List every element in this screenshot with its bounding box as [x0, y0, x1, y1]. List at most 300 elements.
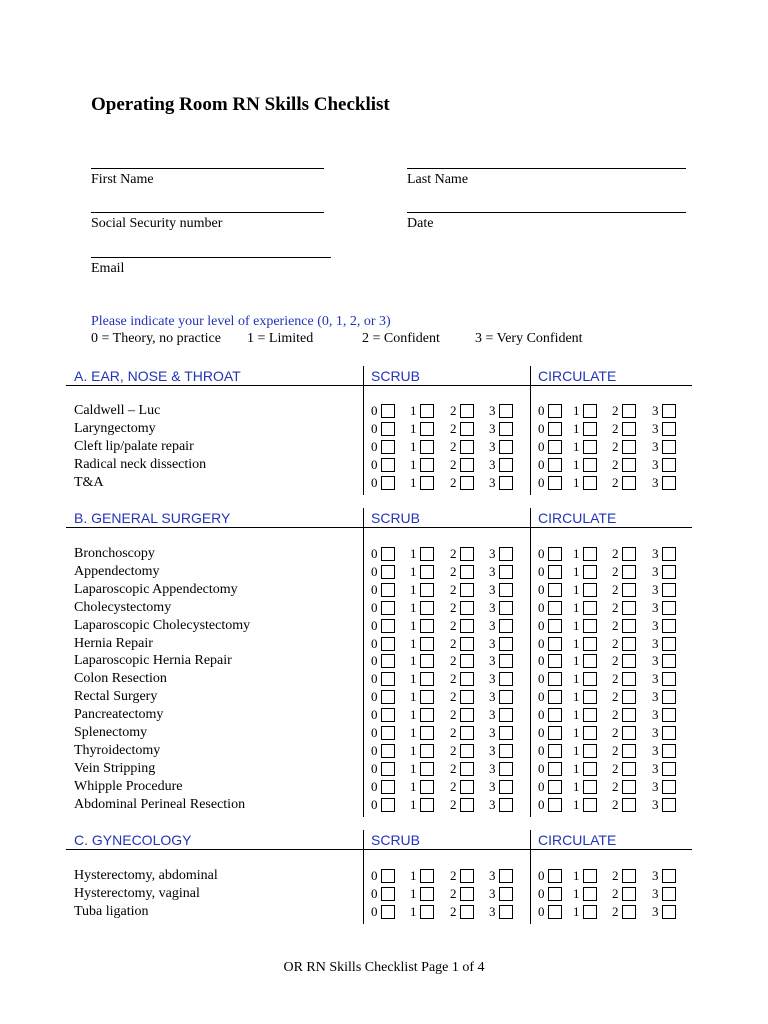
scrub-level-2-checkbox[interactable]: [460, 887, 474, 901]
scrub-level-1-checkbox[interactable]: [420, 458, 434, 472]
circulate-level-3-checkbox[interactable]: [662, 619, 676, 633]
circulate-level-1-checkbox[interactable]: [583, 476, 597, 490]
circulate-level-label: 2: [612, 600, 619, 615]
skill-label: Thyroidectomy: [74, 743, 161, 758]
skill-label: Cholecystectomy: [74, 600, 172, 615]
circulate-level-label: 1: [573, 546, 580, 561]
scrub-level-label: 1: [410, 403, 417, 418]
ssn-field[interactable]: [91, 212, 324, 213]
scrub-level-1-checkbox[interactable]: [420, 762, 434, 776]
scrub-level-1-checkbox[interactable]: [420, 637, 434, 651]
column-divider: [363, 366, 364, 495]
skill-label: Tuba ligation: [74, 904, 149, 919]
scrub-level-1-checkbox[interactable]: [420, 690, 434, 704]
circulate-level-2-checkbox[interactable]: [622, 583, 636, 597]
scrub-level-2-checkbox[interactable]: [460, 690, 474, 704]
scrub-level-2-checkbox[interactable]: [460, 798, 474, 812]
column-divider: [363, 830, 364, 924]
scrub-level-3-checkbox[interactable]: [499, 601, 513, 615]
circulate-level-0-checkbox[interactable]: [548, 905, 562, 919]
circulate-level-1-checkbox[interactable]: [583, 565, 597, 579]
circulate-level-0-checkbox[interactable]: [548, 672, 562, 686]
scrub-level-label: 1: [410, 457, 417, 472]
circulate-level-3-checkbox[interactable]: [662, 547, 676, 561]
scrub-level-label: 3: [489, 636, 496, 651]
column-divider: [530, 366, 531, 495]
circulate-level-2-checkbox[interactable]: [622, 565, 636, 579]
circulate-level-3-checkbox[interactable]: [662, 458, 676, 472]
scrub-level-1-checkbox[interactable]: [420, 744, 434, 758]
circulate-level-2-checkbox[interactable]: [622, 458, 636, 472]
circulate-level-1-checkbox[interactable]: [583, 780, 597, 794]
circulate-level-2-checkbox[interactable]: [622, 708, 636, 722]
scrub-level-3-checkbox[interactable]: [499, 869, 513, 883]
scrub-level-label: 2: [450, 886, 457, 901]
scrub-level-label: 0: [371, 904, 378, 919]
circulate-level-2-checkbox[interactable]: [622, 726, 636, 740]
scrub-level-2-checkbox[interactable]: [460, 476, 474, 490]
scrub-level-label: 3: [489, 457, 496, 472]
scrub-level-0-checkbox[interactable]: [381, 744, 395, 758]
circulate-level-label: 3: [652, 403, 659, 418]
circulate-level-3-checkbox[interactable]: [662, 565, 676, 579]
scrub-level-3-checkbox[interactable]: [499, 708, 513, 722]
scrub-level-2-checkbox[interactable]: [460, 654, 474, 668]
scrub-level-0-checkbox[interactable]: [381, 762, 395, 776]
circulate-level-3-checkbox[interactable]: [662, 690, 676, 704]
circulate-level-label: 2: [612, 868, 619, 883]
scrub-level-label: 2: [450, 689, 457, 704]
circulate-level-2-checkbox[interactable]: [622, 690, 636, 704]
scrub-level-3-checkbox[interactable]: [499, 654, 513, 668]
circulate-level-1-checkbox[interactable]: [583, 619, 597, 633]
skill-label: Pancreatectomy: [74, 707, 164, 722]
circulate-level-1-checkbox[interactable]: [583, 726, 597, 740]
scrub-level-1-checkbox[interactable]: [420, 708, 434, 722]
circulate-level-label: 2: [612, 475, 619, 490]
circulate-level-label: 3: [652, 707, 659, 722]
scrub-level-label: 1: [410, 743, 417, 758]
scrub-level-3-checkbox[interactable]: [499, 887, 513, 901]
circulate-level-0-checkbox[interactable]: [548, 565, 562, 579]
circulate-level-1-checkbox[interactable]: [583, 440, 597, 454]
circulate-level-3-checkbox[interactable]: [662, 654, 676, 668]
scrub-level-3-checkbox[interactable]: [499, 726, 513, 740]
scrub-level-label: 2: [450, 671, 457, 686]
first-name-field[interactable]: [91, 168, 324, 169]
column-divider: [530, 508, 531, 817]
scrub-level-0-checkbox[interactable]: [381, 672, 395, 686]
scrub-level-2-checkbox[interactable]: [460, 601, 474, 615]
scrub-level-1-checkbox[interactable]: [420, 547, 434, 561]
circulate-level-1-checkbox[interactable]: [583, 601, 597, 615]
scrub-level-label: 2: [450, 725, 457, 740]
scrub-level-0-checkbox[interactable]: [381, 601, 395, 615]
circulate-level-2-checkbox[interactable]: [622, 654, 636, 668]
circulate-level-2-checkbox[interactable]: [622, 476, 636, 490]
scrub-level-0-checkbox[interactable]: [381, 422, 395, 436]
circulate-level-0-checkbox[interactable]: [548, 798, 562, 812]
circulate-level-3-checkbox[interactable]: [662, 780, 676, 794]
scrub-level-0-checkbox[interactable]: [381, 458, 395, 472]
circulate-level-label: 3: [652, 761, 659, 776]
scrub-level-0-checkbox[interactable]: [381, 690, 395, 704]
circulate-level-label: 1: [573, 761, 580, 776]
scrub-level-label: 1: [410, 904, 417, 919]
first-name-label: First Name: [91, 172, 154, 187]
circulate-level-1-checkbox[interactable]: [583, 690, 597, 704]
circulate-level-3-checkbox[interactable]: [662, 708, 676, 722]
circulate-level-label: 3: [652, 725, 659, 740]
circulate-level-1-checkbox[interactable]: [583, 637, 597, 651]
circulate-level-label: 3: [652, 600, 659, 615]
circulate-level-label: 0: [538, 421, 545, 436]
scrub-level-0-checkbox[interactable]: [381, 637, 395, 651]
scrub-level-3-checkbox[interactable]: [499, 690, 513, 704]
ssn-label: Social Security number: [91, 216, 223, 231]
scrub-level-1-checkbox[interactable]: [420, 905, 434, 919]
scrub-level-2-checkbox[interactable]: [460, 905, 474, 919]
circulate-level-3-checkbox[interactable]: [662, 637, 676, 651]
circulate-level-0-checkbox[interactable]: [548, 708, 562, 722]
circulate-level-label: 2: [612, 582, 619, 597]
scrub-level-2-checkbox[interactable]: [460, 440, 474, 454]
circulate-level-3-checkbox[interactable]: [662, 887, 676, 901]
scrub-level-0-checkbox[interactable]: [381, 565, 395, 579]
scrub-level-2-checkbox[interactable]: [460, 619, 474, 633]
skill-label: Rectal Surgery: [74, 689, 158, 704]
scrub-level-1-checkbox[interactable]: [420, 869, 434, 883]
circulate-level-label: 1: [573, 671, 580, 686]
scrub-level-3-checkbox[interactable]: [499, 422, 513, 436]
circulate-level-0-checkbox[interactable]: [548, 637, 562, 651]
scrub-level-label: 3: [489, 743, 496, 758]
scrub-level-3-checkbox[interactable]: [499, 565, 513, 579]
circulate-level-3-checkbox[interactable]: [662, 476, 676, 490]
scrub-level-3-checkbox[interactable]: [499, 476, 513, 490]
circulate-level-label: 1: [573, 868, 580, 883]
circulate-level-label: 0: [538, 886, 545, 901]
scrub-level-label: 0: [371, 421, 378, 436]
scrub-level-0-checkbox[interactable]: [381, 887, 395, 901]
circulate-level-label: 2: [612, 546, 619, 561]
scrub-level-label: 2: [450, 618, 457, 633]
circulate-level-2-checkbox[interactable]: [622, 619, 636, 633]
scrub-level-3-checkbox[interactable]: [499, 762, 513, 776]
circulate-level-label: 1: [573, 475, 580, 490]
scrub-level-3-checkbox[interactable]: [499, 583, 513, 597]
scrub-level-3-checkbox[interactable]: [499, 619, 513, 633]
section-divider: [66, 527, 692, 528]
circulate-level-3-checkbox[interactable]: [662, 798, 676, 812]
circulate-level-1-checkbox[interactable]: [583, 458, 597, 472]
circulate-level-label: 3: [652, 546, 659, 561]
scrub-level-0-checkbox[interactable]: [381, 726, 395, 740]
scrub-level-1-checkbox[interactable]: [420, 887, 434, 901]
circulate-level-label: 2: [612, 904, 619, 919]
scrub-level-2-checkbox[interactable]: [460, 547, 474, 561]
skill-label: Hysterectomy, vaginal: [74, 886, 200, 901]
scrub-level-label: 3: [489, 421, 496, 436]
scrub-level-3-checkbox[interactable]: [499, 637, 513, 651]
scrub-level-3-checkbox[interactable]: [499, 744, 513, 758]
scrub-level-1-checkbox[interactable]: [420, 583, 434, 597]
circulate-level-0-checkbox[interactable]: [548, 887, 562, 901]
scrub-level-label: 0: [371, 475, 378, 490]
scrub-level-0-checkbox[interactable]: [381, 476, 395, 490]
scrub-level-2-checkbox[interactable]: [460, 708, 474, 722]
scrub-level-2-checkbox[interactable]: [460, 780, 474, 794]
circulate-level-label: 2: [612, 421, 619, 436]
circulate-level-3-checkbox[interactable]: [662, 762, 676, 776]
circulate-level-0-checkbox[interactable]: [548, 422, 562, 436]
circulate-level-label: 2: [612, 707, 619, 722]
circulate-level-0-checkbox[interactable]: [548, 476, 562, 490]
circulate-level-label: 1: [573, 797, 580, 812]
scrub-level-label: 1: [410, 707, 417, 722]
scrub-level-label: 2: [450, 743, 457, 758]
circulate-level-label: 1: [573, 457, 580, 472]
scrub-level-3-checkbox[interactable]: [499, 547, 513, 561]
date-field[interactable]: [407, 212, 686, 213]
circulate-level-0-checkbox[interactable]: [548, 619, 562, 633]
scrub-level-0-checkbox[interactable]: [381, 708, 395, 722]
circulate-level-2-checkbox[interactable]: [622, 869, 636, 883]
circulate-level-label: 3: [652, 439, 659, 454]
circulate-level-1-checkbox[interactable]: [583, 583, 597, 597]
circulate-level-2-checkbox[interactable]: [622, 905, 636, 919]
scrub-level-label: 0: [371, 868, 378, 883]
circulate-level-0-checkbox[interactable]: [548, 762, 562, 776]
scrub-level-0-checkbox[interactable]: [381, 583, 395, 597]
scrub-level-1-checkbox[interactable]: [420, 404, 434, 418]
scrub-level-3-checkbox[interactable]: [499, 672, 513, 686]
scrub-level-label: 2: [450, 868, 457, 883]
circulate-level-0-checkbox[interactable]: [548, 869, 562, 883]
circulate-level-0-checkbox[interactable]: [548, 601, 562, 615]
circulate-level-0-checkbox[interactable]: [548, 458, 562, 472]
circulate-level-0-checkbox[interactable]: [548, 690, 562, 704]
scrub-level-2-checkbox[interactable]: [460, 726, 474, 740]
circulate-level-1-checkbox[interactable]: [583, 404, 597, 418]
scrub-level-3-checkbox[interactable]: [499, 905, 513, 919]
circulate-level-3-checkbox[interactable]: [662, 744, 676, 758]
circulate-level-3-checkbox[interactable]: [662, 869, 676, 883]
circulate-level-3-checkbox[interactable]: [662, 672, 676, 686]
last-name-label: Last Name: [407, 172, 469, 187]
scrub-level-2-checkbox[interactable]: [460, 404, 474, 418]
circulate-level-3-checkbox[interactable]: [662, 905, 676, 919]
circulate-level-3-checkbox[interactable]: [662, 422, 676, 436]
circulate-column-header: CIRCULATE: [538, 832, 617, 848]
scrub-level-label: 0: [371, 707, 378, 722]
circulate-level-2-checkbox[interactable]: [622, 404, 636, 418]
last-name-field[interactable]: [407, 168, 686, 169]
scrub-level-label: 1: [410, 761, 417, 776]
circulate-level-2-checkbox[interactable]: [622, 637, 636, 651]
scrub-level-1-checkbox[interactable]: [420, 440, 434, 454]
circulate-level-1-checkbox[interactable]: [583, 654, 597, 668]
circulate-level-label: 2: [612, 618, 619, 633]
scale-2: 2 = Confident: [362, 331, 440, 346]
circulate-level-3-checkbox[interactable]: [662, 583, 676, 597]
skill-label: T&A: [74, 475, 104, 490]
scrub-level-0-checkbox[interactable]: [381, 905, 395, 919]
scrub-level-0-checkbox[interactable]: [381, 547, 395, 561]
circulate-level-3-checkbox[interactable]: [662, 440, 676, 454]
scrub-level-3-checkbox[interactable]: [499, 404, 513, 418]
scrub-level-3-checkbox[interactable]: [499, 440, 513, 454]
scrub-level-0-checkbox[interactable]: [381, 654, 395, 668]
scale-3: 3 = Very Confident: [475, 331, 583, 346]
circulate-level-label: 0: [538, 618, 545, 633]
skill-label: Laparoscopic Hernia Repair: [74, 653, 232, 668]
circulate-level-label: 3: [652, 689, 659, 704]
circulate-level-2-checkbox[interactable]: [622, 780, 636, 794]
scrub-level-0-checkbox[interactable]: [381, 440, 395, 454]
email-field[interactable]: [91, 257, 331, 258]
scrub-level-2-checkbox[interactable]: [460, 744, 474, 758]
scrub-level-1-checkbox[interactable]: [420, 565, 434, 579]
scrub-level-label: 3: [489, 725, 496, 740]
circulate-level-label: 0: [538, 671, 545, 686]
circulate-level-label: 0: [538, 403, 545, 418]
scrub-level-1-checkbox[interactable]: [420, 476, 434, 490]
scrub-level-3-checkbox[interactable]: [499, 798, 513, 812]
scrub-level-label: 0: [371, 564, 378, 579]
circulate-level-1-checkbox[interactable]: [583, 869, 597, 883]
scrub-level-label: 3: [489, 868, 496, 883]
circulate-level-1-checkbox[interactable]: [583, 422, 597, 436]
scrub-level-2-checkbox[interactable]: [460, 458, 474, 472]
scale-0: 0 = Theory, no practice: [91, 331, 221, 346]
scrub-level-0-checkbox[interactable]: [381, 780, 395, 794]
circulate-level-0-checkbox[interactable]: [548, 654, 562, 668]
circulate-level-1-checkbox[interactable]: [583, 744, 597, 758]
scrub-level-1-checkbox[interactable]: [420, 654, 434, 668]
circulate-level-1-checkbox[interactable]: [583, 887, 597, 901]
circulate-level-label: 0: [538, 707, 545, 722]
scrub-level-3-checkbox[interactable]: [499, 458, 513, 472]
scrub-level-2-checkbox[interactable]: [460, 672, 474, 686]
skill-label: Laparoscopic Appendectomy: [74, 582, 238, 597]
scrub-level-label: 2: [450, 904, 457, 919]
instruction-prompt: Please indicate your level of experience (0, 1, 2, or 3): [91, 314, 391, 329]
skill-label: Bronchoscopy: [74, 546, 155, 561]
circulate-level-2-checkbox[interactable]: [622, 762, 636, 776]
circulate-level-2-checkbox[interactable]: [622, 547, 636, 561]
scrub-level-1-checkbox[interactable]: [420, 798, 434, 812]
scrub-level-2-checkbox[interactable]: [460, 583, 474, 597]
scrub-level-1-checkbox[interactable]: [420, 619, 434, 633]
scrub-level-label: 0: [371, 671, 378, 686]
scrub-level-label: 0: [371, 600, 378, 615]
circulate-level-2-checkbox[interactable]: [622, 672, 636, 686]
skill-label: Whipple Procedure: [74, 779, 183, 794]
scrub-level-label: 1: [410, 421, 417, 436]
scrub-level-2-checkbox[interactable]: [460, 422, 474, 436]
circulate-level-2-checkbox[interactable]: [622, 601, 636, 615]
scrub-level-label: 0: [371, 457, 378, 472]
circulate-level-label: 0: [538, 636, 545, 651]
circulate-level-1-checkbox[interactable]: [583, 798, 597, 812]
circulate-level-label: 0: [538, 564, 545, 579]
circulate-level-label: 0: [538, 743, 545, 758]
circulate-level-0-checkbox[interactable]: [548, 780, 562, 794]
skill-label: Laparoscopic Cholecystectomy: [74, 618, 251, 633]
scrub-level-3-checkbox[interactable]: [499, 780, 513, 794]
circulate-level-0-checkbox[interactable]: [548, 744, 562, 758]
circulate-level-1-checkbox[interactable]: [583, 708, 597, 722]
scrub-level-0-checkbox[interactable]: [381, 619, 395, 633]
scrub-level-1-checkbox[interactable]: [420, 672, 434, 686]
skill-label: Laryngectomy: [74, 421, 156, 436]
circulate-level-0-checkbox[interactable]: [548, 547, 562, 561]
scrub-level-label: 0: [371, 797, 378, 812]
scrub-level-2-checkbox[interactable]: [460, 762, 474, 776]
circulate-level-2-checkbox[interactable]: [622, 744, 636, 758]
scrub-level-0-checkbox[interactable]: [381, 869, 395, 883]
scrub-level-1-checkbox[interactable]: [420, 601, 434, 615]
circulate-level-1-checkbox[interactable]: [583, 905, 597, 919]
scrub-column-header: SCRUB: [371, 510, 421, 526]
circulate-level-label: 3: [652, 797, 659, 812]
circulate-level-0-checkbox[interactable]: [548, 583, 562, 597]
circulate-level-2-checkbox[interactable]: [622, 798, 636, 812]
scrub-level-1-checkbox[interactable]: [420, 422, 434, 436]
circulate-level-label: 1: [573, 582, 580, 597]
circulate-level-3-checkbox[interactable]: [662, 404, 676, 418]
circulate-level-2-checkbox[interactable]: [622, 422, 636, 436]
skill-label: Hysterectomy, abdominal: [74, 868, 218, 883]
circulate-level-label: 0: [538, 475, 545, 490]
scrub-level-2-checkbox[interactable]: [460, 565, 474, 579]
circulate-level-1-checkbox[interactable]: [583, 672, 597, 686]
circulate-level-0-checkbox[interactable]: [548, 404, 562, 418]
circulate-level-0-checkbox[interactable]: [548, 726, 562, 740]
circulate-level-3-checkbox[interactable]: [662, 601, 676, 615]
scrub-level-label: 0: [371, 546, 378, 561]
circulate-level-3-checkbox[interactable]: [662, 726, 676, 740]
scrub-level-label: 3: [489, 671, 496, 686]
circulate-level-0-checkbox[interactable]: [548, 440, 562, 454]
circulate-level-label: 2: [612, 439, 619, 454]
circulate-level-label: 3: [652, 653, 659, 668]
scrub-level-2-checkbox[interactable]: [460, 637, 474, 651]
scrub-level-2-checkbox[interactable]: [460, 869, 474, 883]
scrub-level-1-checkbox[interactable]: [420, 780, 434, 794]
scrub-level-0-checkbox[interactable]: [381, 798, 395, 812]
circulate-level-label: 0: [538, 689, 545, 704]
scrub-level-label: 3: [489, 546, 496, 561]
circulate-level-label: 0: [538, 779, 545, 794]
circulate-level-label: 2: [612, 761, 619, 776]
scrub-level-1-checkbox[interactable]: [420, 726, 434, 740]
scrub-level-label: 1: [410, 653, 417, 668]
circulate-level-1-checkbox[interactable]: [583, 547, 597, 561]
section-divider: [66, 385, 692, 386]
scrub-level-0-checkbox[interactable]: [381, 404, 395, 418]
circulate-level-label: 2: [612, 403, 619, 418]
circulate-level-2-checkbox[interactable]: [622, 887, 636, 901]
scrub-level-label: 1: [410, 636, 417, 651]
circulate-level-1-checkbox[interactable]: [583, 762, 597, 776]
circulate-level-2-checkbox[interactable]: [622, 440, 636, 454]
circulate-column-header: CIRCULATE: [538, 368, 617, 384]
scrub-level-label: 0: [371, 403, 378, 418]
scrub-level-label: 2: [450, 636, 457, 651]
scale-1: 1 = Limited: [247, 331, 314, 346]
